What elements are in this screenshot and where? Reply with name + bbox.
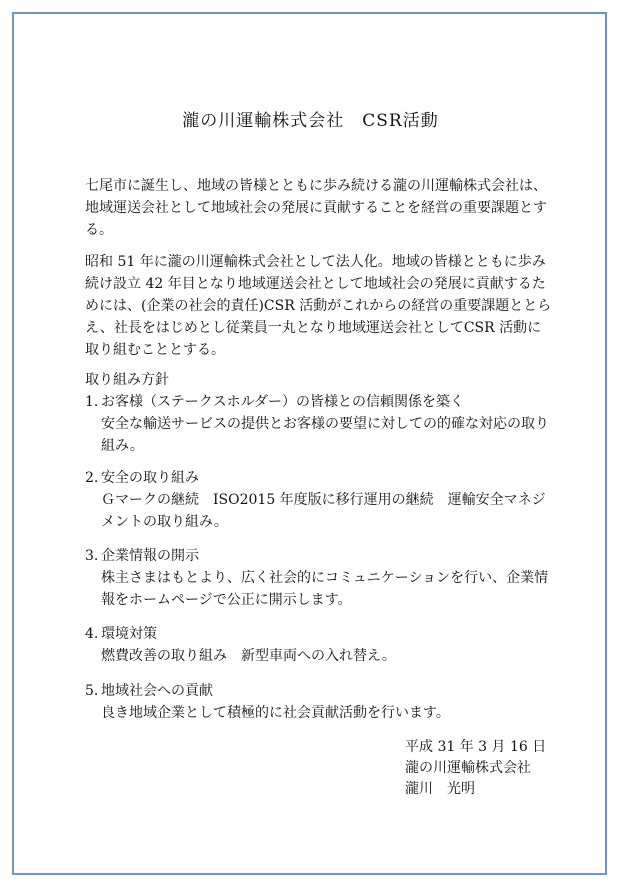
signature-company: 瀧の川運輸株式会社 bbox=[405, 760, 531, 776]
item-body: 安全な輸送サービスの提供とお客様の要望に対しての的確な対応の取り組み。 bbox=[101, 416, 549, 454]
intro-paragraph: 七尾市に誕生し、地域の皆様とともに歩み続ける瀧の川運輸株式会社は、地域運送会社として地域社会の発展に貢献することを経営の重要課題とする。 bbox=[85, 178, 547, 238]
item-number: 1. bbox=[85, 394, 99, 410]
document-title: 瀧の川運輸株式会社 CSR活動 bbox=[182, 111, 439, 131]
item-body: Ｇマークの継続 ISO2015 年度版に移行運用の継続 運輸安全マネジメントの取り組み。 bbox=[101, 492, 546, 530]
history-paragraph: 昭和 51 年に瀧の川運輸株式会社として法人化。地域の皆様とともに歩み続け設立 42 年目となり地域運送会社として地域社会の発展に貢献するためには、(企業の社会的責任)CSR 活動がこれからの経営の重要課題ととらえ、社長をはじめとし従業員一丸となり地域運送会社としてCSR 活動に取り組むこととする。 bbox=[85, 254, 552, 358]
item-title: 安全の取り組み bbox=[101, 470, 199, 486]
item-number: 2. bbox=[85, 470, 99, 486]
policy-item-2 bbox=[85, 467, 555, 533]
item-body: 燃費改善の取り組み 新型車両への入れ替え。 bbox=[101, 648, 396, 664]
item-number: 5. bbox=[85, 683, 99, 699]
policy-item-4 bbox=[85, 623, 555, 667]
item-body: 株主さまはもとより、広く社会的にコミュニケーションを行い、企業情報をホームページで公正に開示します。 bbox=[101, 570, 549, 608]
item-number: 3. bbox=[85, 548, 99, 564]
signature-block bbox=[405, 737, 546, 800]
policy-heading: 取り組み方針 bbox=[85, 372, 169, 388]
item-title: お客様（ステークスホルダー）の皆様との信頼関係を築く bbox=[101, 394, 465, 410]
policy-item-3 bbox=[85, 545, 555, 611]
policy-item-5 bbox=[85, 680, 555, 724]
item-title: 地域社会への貢献 bbox=[101, 683, 213, 699]
signature-name: 瀧川 光明 bbox=[405, 781, 475, 797]
item-title: 企業情報の開示 bbox=[101, 548, 199, 564]
signature-date: 平成 31 年 3 月 16 日 bbox=[405, 739, 547, 755]
policy-item-1 bbox=[85, 391, 555, 457]
item-body: 良き地域企業として積極的に社会貢献活動を行います。 bbox=[101, 705, 450, 721]
item-number: 4. bbox=[85, 626, 99, 642]
item-title: 環境対策 bbox=[101, 626, 157, 642]
